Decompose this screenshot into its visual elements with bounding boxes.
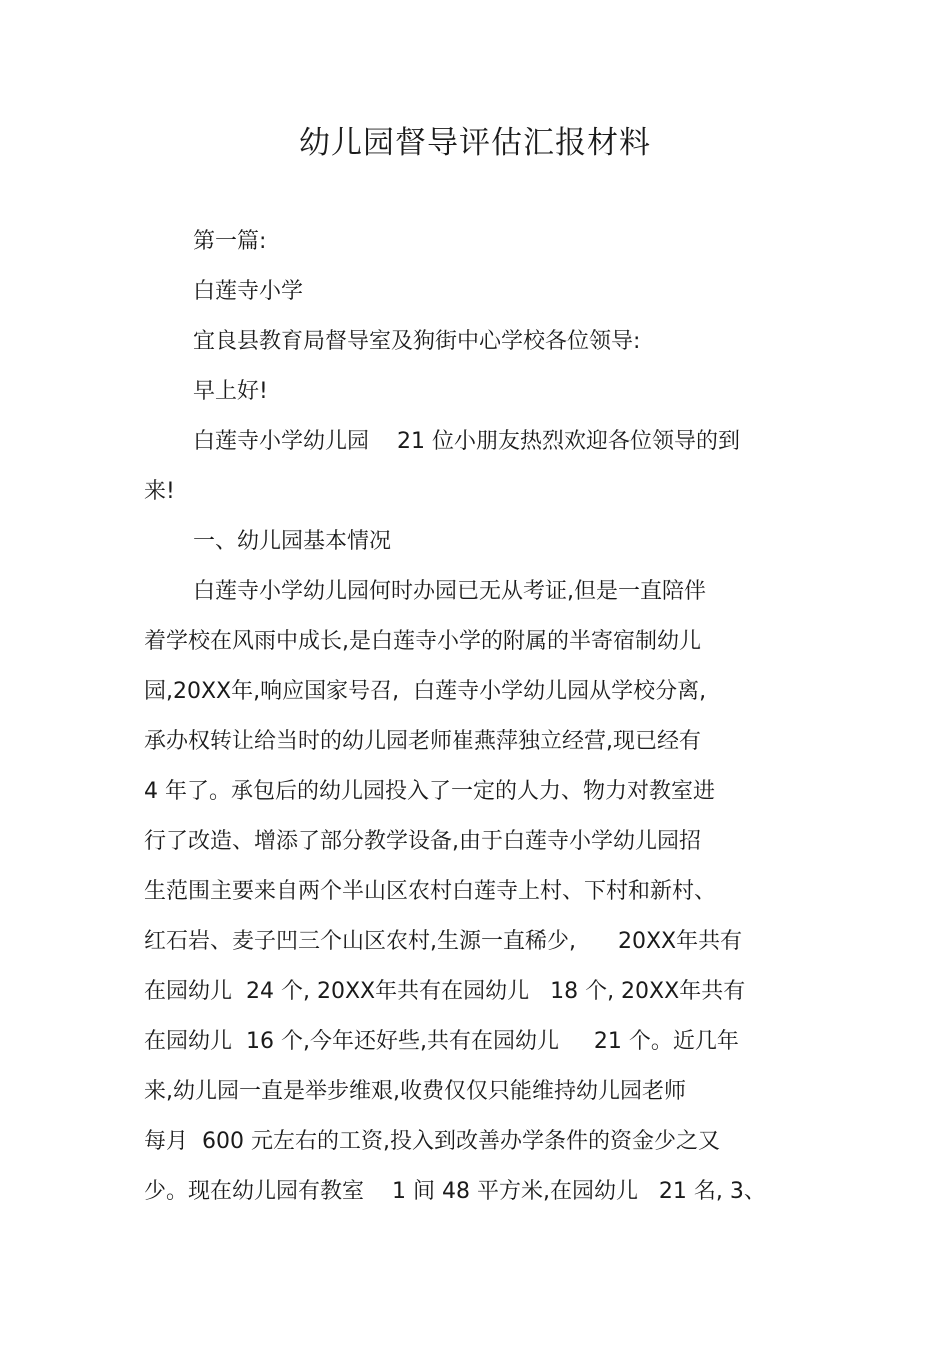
document-title: 幼儿园督导评估汇报材料 <box>299 125 651 161</box>
paragraph-line: 来! <box>144 479 175 504</box>
paragraph-line: 红石岩、麦子凹三个山区农村,生源一直稀少, 20XX年共有 <box>144 929 743 954</box>
section-heading: 一、幼儿园基本情况 <box>193 529 392 554</box>
paragraph-line: 园,20XX年,响应国家号召, 白莲寺小学幼儿园从学校分离, <box>144 679 707 704</box>
paragraph-line: 来,幼儿园一直是举步维艰,收费仅仅只能维持幼儿园老师 <box>144 1079 686 1104</box>
paragraph-line: 少。现在幼儿园有教室 1 间 48 平方米,在园幼儿 21 名, 3、 <box>144 1179 766 1204</box>
paragraph-line: 每月 600 元左右的工资,投入到改善办学条件的资金少之又 <box>144 1129 720 1154</box>
paragraph-line: 行了改造、增添了部分教学设备,由于白莲寺小学幼儿园招 <box>144 829 701 854</box>
paragraph-line: 生范围主要来自两个半山区农村白莲寺上村、下村和新村、 <box>144 879 717 904</box>
paragraph-line: 在园幼儿 16 个,今年还好些,共有在园幼儿 21 个。近几年 <box>144 1029 739 1054</box>
paragraph-line: 着学校在风雨中成长,是白莲寺小学的附属的半寄宿制幼儿 <box>144 629 701 654</box>
paragraph-line: 在园幼儿 24 个, 20XX年共有在园幼儿 18 个, 20XX年共有 <box>144 979 746 1004</box>
paragraph-line: 宜良县教育局督导室及狗街中心学校各位领导: <box>193 329 641 354</box>
paragraph-line: 白莲寺小学幼儿园 21 位小朋友热烈欢迎各位领导的到 <box>193 429 740 454</box>
paragraph-line: 4 年了。承包后的幼儿园投入了一定的人力、物力对教室进 <box>144 779 715 804</box>
paragraph-line: 承办权转让给当时的幼儿园老师崔燕萍独立经营,现已经有 <box>144 729 701 754</box>
paragraph-line: 早上好! <box>193 379 268 404</box>
paragraph-line: 白莲寺小学幼儿园何时办园已无从考证,但是一直陪伴 <box>193 579 706 604</box>
paragraph-line: 第一篇: <box>193 229 267 254</box>
paragraph-line: 白莲寺小学 <box>193 279 304 304</box>
